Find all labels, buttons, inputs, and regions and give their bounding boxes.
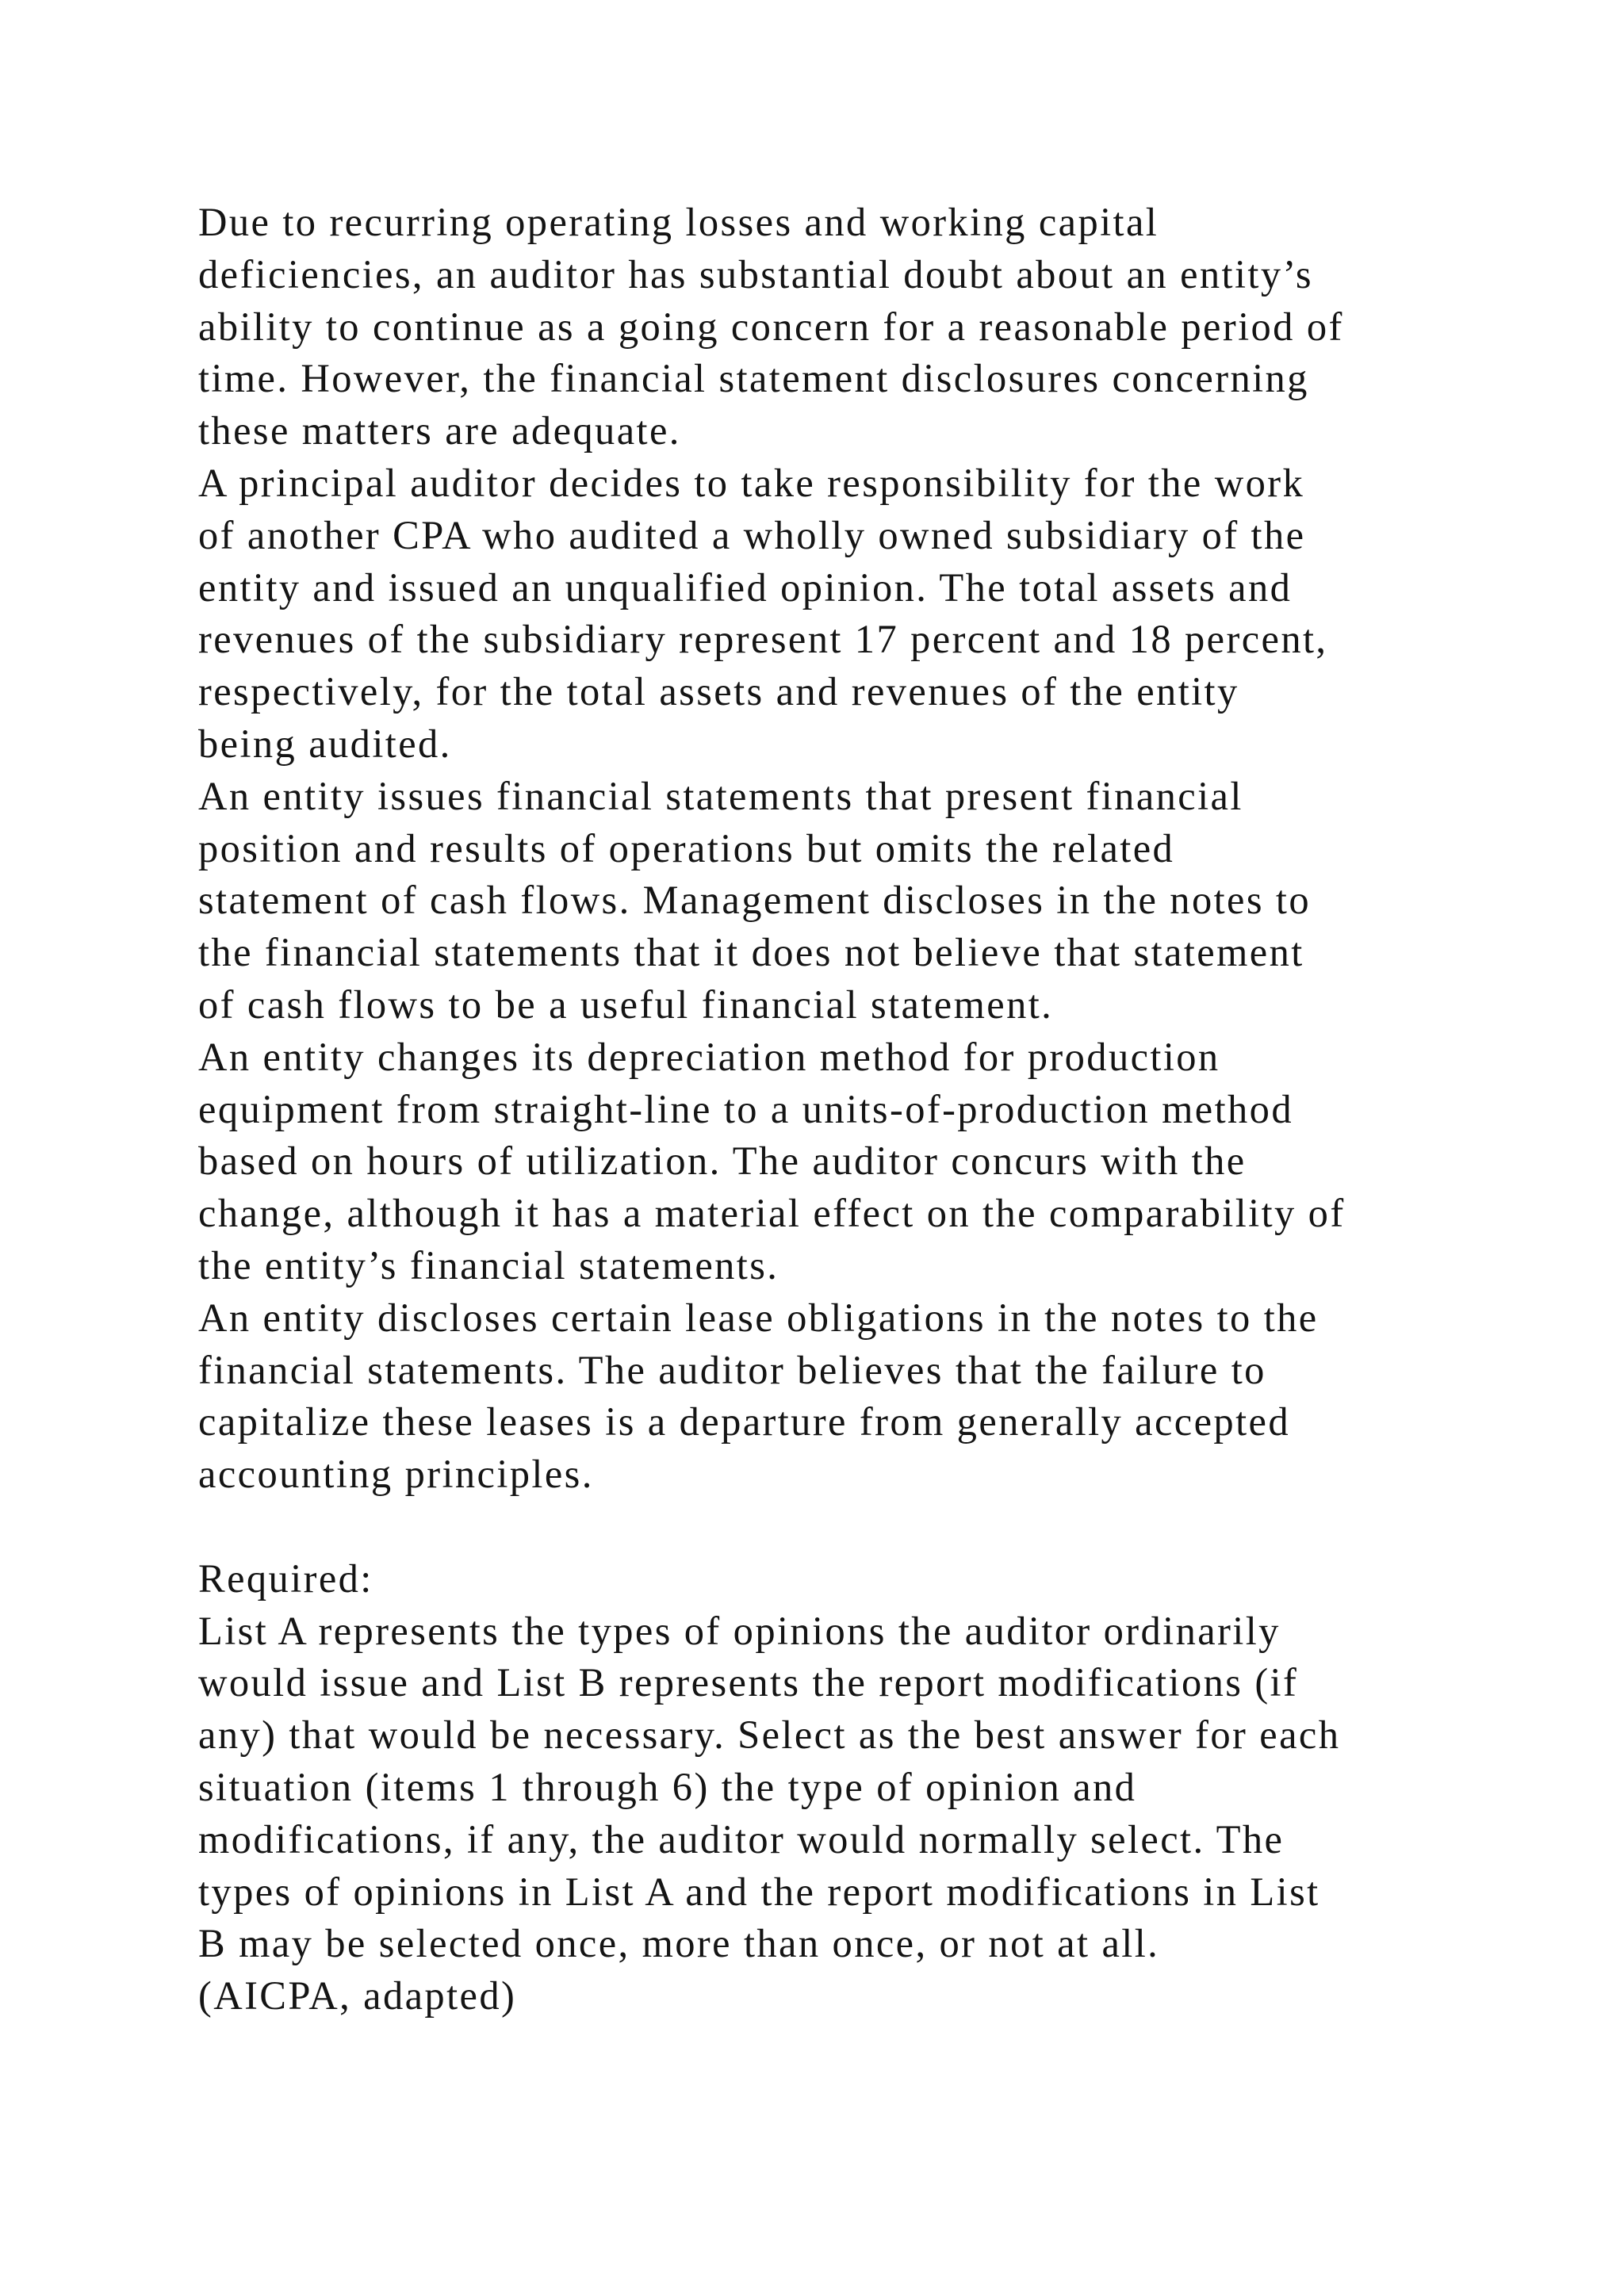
text-line: of cash flows to be a useful financial statement.: [198, 982, 1054, 1027]
text-line: B may be selected once, more than once, or not at all.: [198, 1921, 1160, 1966]
text-line: would issue and List B represents the report modifications (if: [198, 1660, 1299, 1705]
text-line: financial statements. The auditor believes that the failure to: [198, 1347, 1266, 1392]
text-line: the financial statements that it does not believe that statement: [198, 930, 1304, 975]
text-line: deficiencies, an auditor has substantial doubt about an entity’s: [198, 251, 1313, 297]
text-line: accounting principles.: [198, 1452, 594, 1497]
blank-line: [198, 1501, 1507, 1553]
text-line: An entity discloses certain lease obligations in the notes to the: [198, 1295, 1319, 1340]
text-line: time. However, the financial statement disclosures concerning: [198, 356, 1309, 401]
text-line: of another CPA who audited a wholly owned subsidiary of the: [198, 512, 1306, 557]
text-line: capitalize these leases is a departure from generally accepted: [198, 1399, 1290, 1445]
document-body: [198, 197, 1507, 2022]
source-citation: (AICPA, adapted): [198, 1973, 517, 2019]
text-line: any) that would be necessary. Select as the best answer for each: [198, 1712, 1341, 1758]
text-line: Due to recurring operating losses and working capital: [198, 200, 1159, 244]
text-line: based on hours of utilization. The auditor concurs with the: [198, 1138, 1247, 1184]
text-line: An entity issues financial statements that present financial: [198, 773, 1243, 818]
text-line: these matters are adequate.: [198, 408, 681, 453]
text-line: change, although it has a material effect on the comparability of: [198, 1191, 1346, 1236]
required-heading: Required:: [198, 1556, 373, 1601]
text-line: position and results of operations but omits the related: [198, 825, 1175, 871]
text-line: types of opinions in List A and the report modifications in List: [198, 1869, 1320, 1914]
text-line: being audited.: [198, 721, 452, 766]
text-line: statement of cash flows. Management discloses in the notes to: [198, 878, 1312, 923]
text-line: modifications, if any, the auditor would normally select. The: [198, 1816, 1285, 1862]
text-line: respectively, for the total assets and revenues of the entity: [198, 669, 1239, 714]
text-line: equipment from straight-line to a units-of-production method: [198, 1086, 1293, 1131]
text-line: An entity changes its depreciation method for production: [198, 1034, 1220, 1079]
text-line: A principal auditor decides to take responsibility for the work: [198, 460, 1305, 505]
text-line: entity and issued an unqualified opinion. The total assets and: [198, 564, 1293, 610]
text-line: revenues of the subsidiary represent 17 percent and 18 percent,: [198, 617, 1328, 662]
text-line: situation (items 1 through 6) the type of opinion and: [198, 1764, 1137, 1809]
text-line: the entity’s financial statements.: [198, 1242, 779, 1288]
text-line: List A represents the types of opinions the auditor ordinarily: [198, 1608, 1281, 1653]
text-line: ability to continue as a going concern for a reasonable period of: [198, 304, 1344, 349]
